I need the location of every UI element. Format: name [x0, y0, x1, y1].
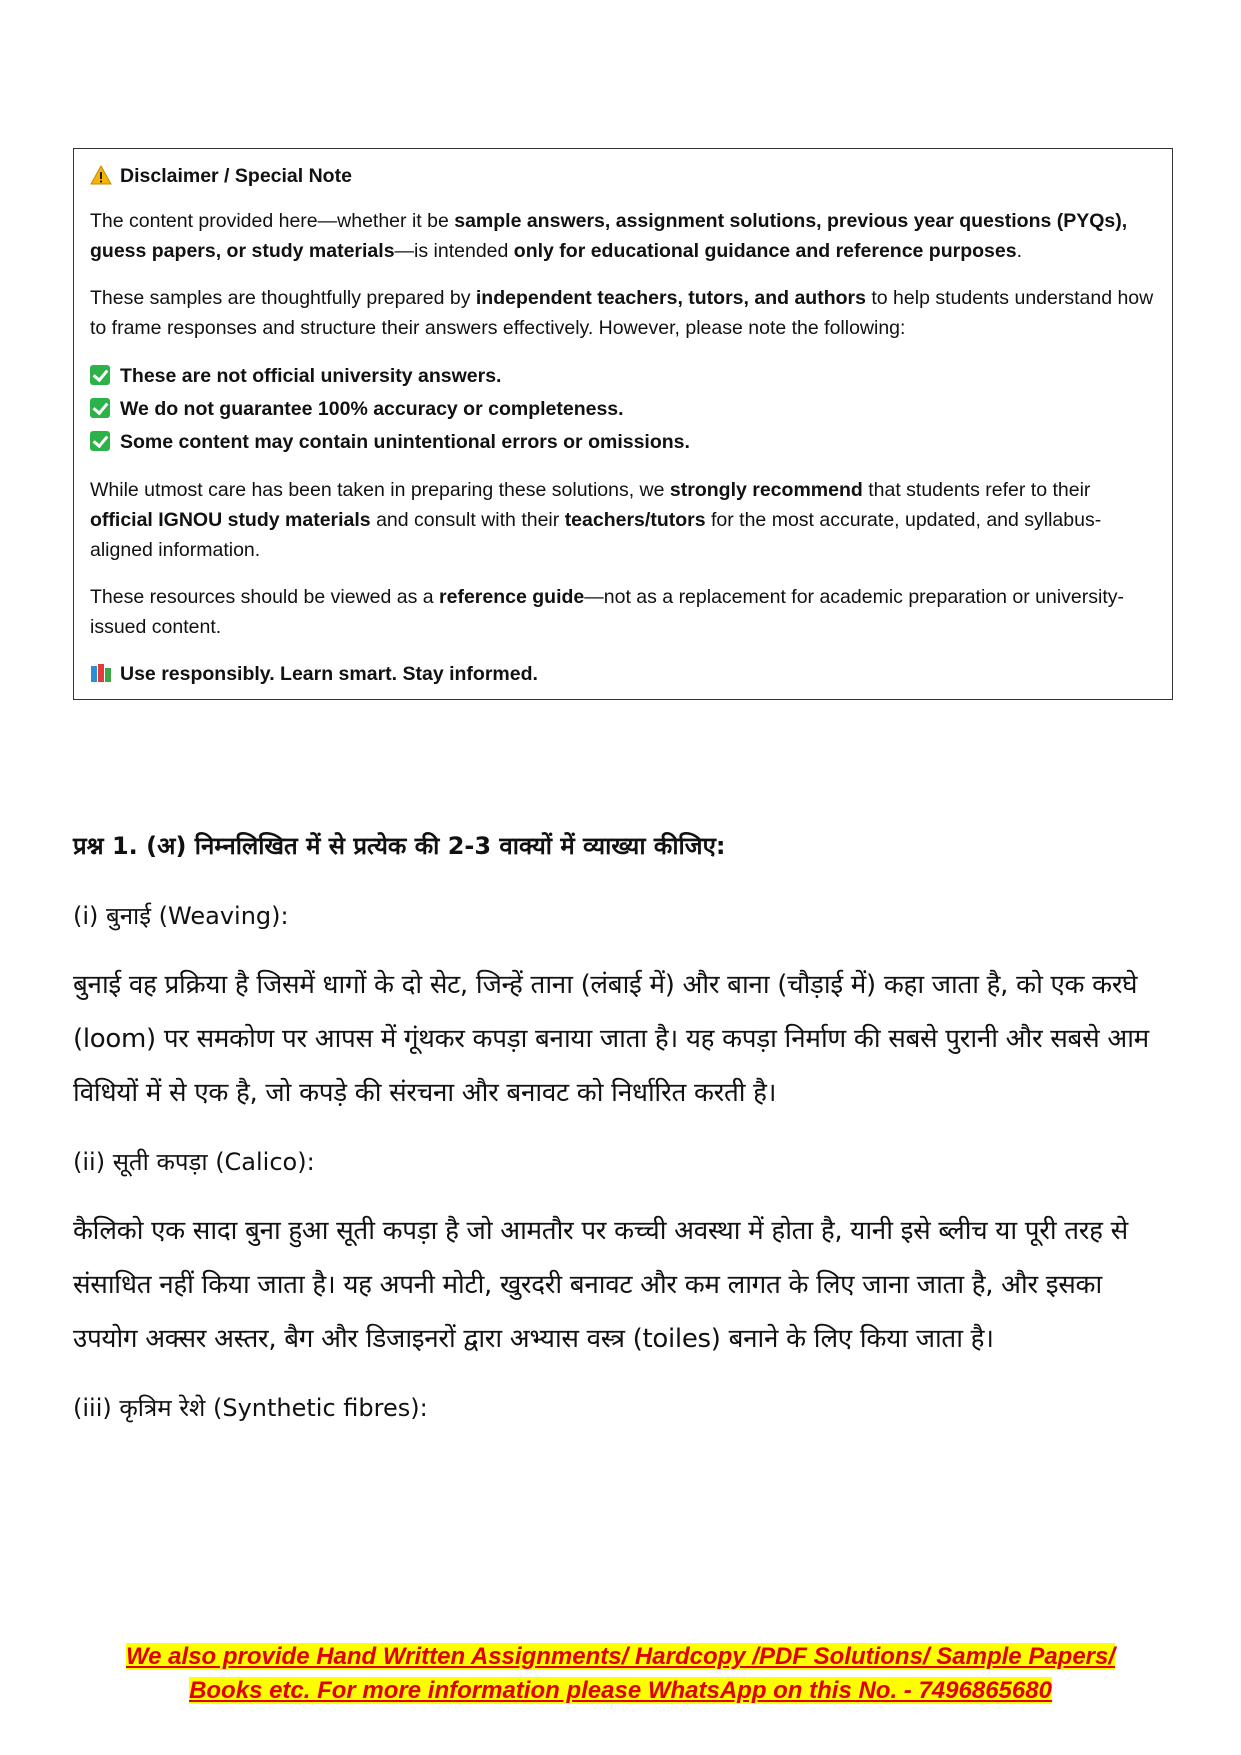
- footer-line-1: We also provide Hand Written Assignments/ Hardcopy /PDF Solutions/ Sample Papers/: [125, 1643, 1116, 1670]
- disclaimer-title: Disclaimer / Special Note: [120, 165, 352, 187]
- item-label-calico: (ii) सूती कपड़ा (Calico):: [73, 1148, 315, 1176]
- check-box-icon: [90, 431, 110, 451]
- check-list-item-text: These are not official university answers.: [120, 365, 502, 387]
- text-span: .: [1016, 240, 1023, 262]
- item-label-synthetic-fibres: (iii) कृत्रिम रेशे (Synthetic fibres):: [73, 1394, 428, 1422]
- bold-span: teachers/tutors: [564, 509, 706, 531]
- text-span: to help students understand how to frame responses and structure their answers effectively. However, please note the following:: [90, 287, 1154, 339]
- item-text-weaving: बुनाई वह प्रक्रिया है जिसमें धागों के दो सेट, जिन्हें ताना (लंबाई में) और बाना (चौड़ाई में) कहा जाता है, को एक करघे (loom) पर समकोण पर आपस में गूंथकर कपड़ा बनाया जाता है। यह कपड़ा निर्माण की सबसे पुरानी और सबसे आम विधियों में से एक है, जो कपड़े की संरचना और बनावट को निर्धारित करती है।: [73, 970, 1149, 1108]
- bold-span: independent teachers, tutors, and authors: [475, 287, 866, 309]
- bold-span: strongly recommend: [669, 479, 863, 501]
- disclaimer-paragraph-4: [90, 582, 1156, 642]
- text-span: and consult with their: [370, 509, 565, 531]
- item-text-calico: कैलिको एक सादा बुना हुआ सूती कपड़ा है जो आमतौर पर कच्ची अवस्था में होता है, यानी इसे ब्लीच या पूरी तरह से संसाधित नहीं किया जाता है। यह अपनी मोटी, खुरदरी बनावट और कम लागत के लिए जाना जाता है, और इसका उपयोग अक्सर अस्तर, बैग और डिजाइनरों द्वारा अभ्यास वस्त्र (toiles) बनाने के लिए किया जाता है।: [73, 1216, 1128, 1354]
- books-icon: [90, 663, 112, 683]
- item-label-weaving: (i) बुनाई (Weaving):: [73, 902, 289, 930]
- check-list-item: [90, 426, 1156, 459]
- text-span: for the most accurate, updated, and syllabus-aligned information.: [90, 509, 1102, 561]
- check-list: [90, 360, 1156, 459]
- footer-promo: [0, 1640, 1241, 1708]
- disclaimer-motto-row: [90, 659, 1156, 689]
- text-span: While utmost care has been taken in preparing these solutions, we: [90, 479, 670, 501]
- check-list-item: [90, 393, 1156, 426]
- disclaimer-motto: Use responsibly. Learn smart. Stay informed.: [120, 663, 538, 685]
- bold-span: reference guide: [439, 586, 585, 608]
- footer-line-2: Books etc. For more information please WhatsApp on this No. - 7496865680: [189, 1677, 1052, 1704]
- disclaimer-title-row: [90, 161, 1156, 191]
- question-heading: प्रश्न 1. (अ) निम्नलिखित में से प्रत्येक की 2-3 वाक्यों में व्याख्या कीजिए:: [73, 832, 726, 860]
- bold-span: only for educational guidance and reference purposes: [513, 240, 1017, 262]
- text-span: The content provided here—whether it be: [90, 210, 455, 232]
- check-list-item-text: Some content may contain unintentional errors or omissions.: [120, 431, 690, 453]
- text-span: These resources should be viewed as a: [90, 586, 440, 608]
- disclaimer-paragraph-1: [90, 206, 1156, 266]
- text-span: that students refer to their: [862, 479, 1091, 501]
- question-content: [73, 828, 1173, 1450]
- check-box-icon: [90, 398, 110, 418]
- disclaimer-box: [73, 148, 1173, 700]
- text-span: These samples are thoughtfully prepared by: [90, 287, 476, 309]
- bold-span: sample answers, assignment solutions, previous year questions (PYQs), guess papers, or study materials: [90, 210, 1128, 262]
- check-list-item-text: We do not guarantee 100% accuracy or completeness.: [120, 398, 624, 420]
- warning-icon: [90, 165, 112, 185]
- check-box-icon: [90, 365, 110, 385]
- check-list-item: [90, 360, 1156, 393]
- text-span: —not as a replacement for academic preparation or university-issued content.: [90, 586, 1125, 638]
- bold-span: official IGNOU study materials: [90, 509, 371, 531]
- text-span: —is intended: [394, 240, 514, 262]
- disclaimer-paragraph-3: [90, 475, 1156, 565]
- disclaimer-paragraph-2: [90, 283, 1156, 343]
